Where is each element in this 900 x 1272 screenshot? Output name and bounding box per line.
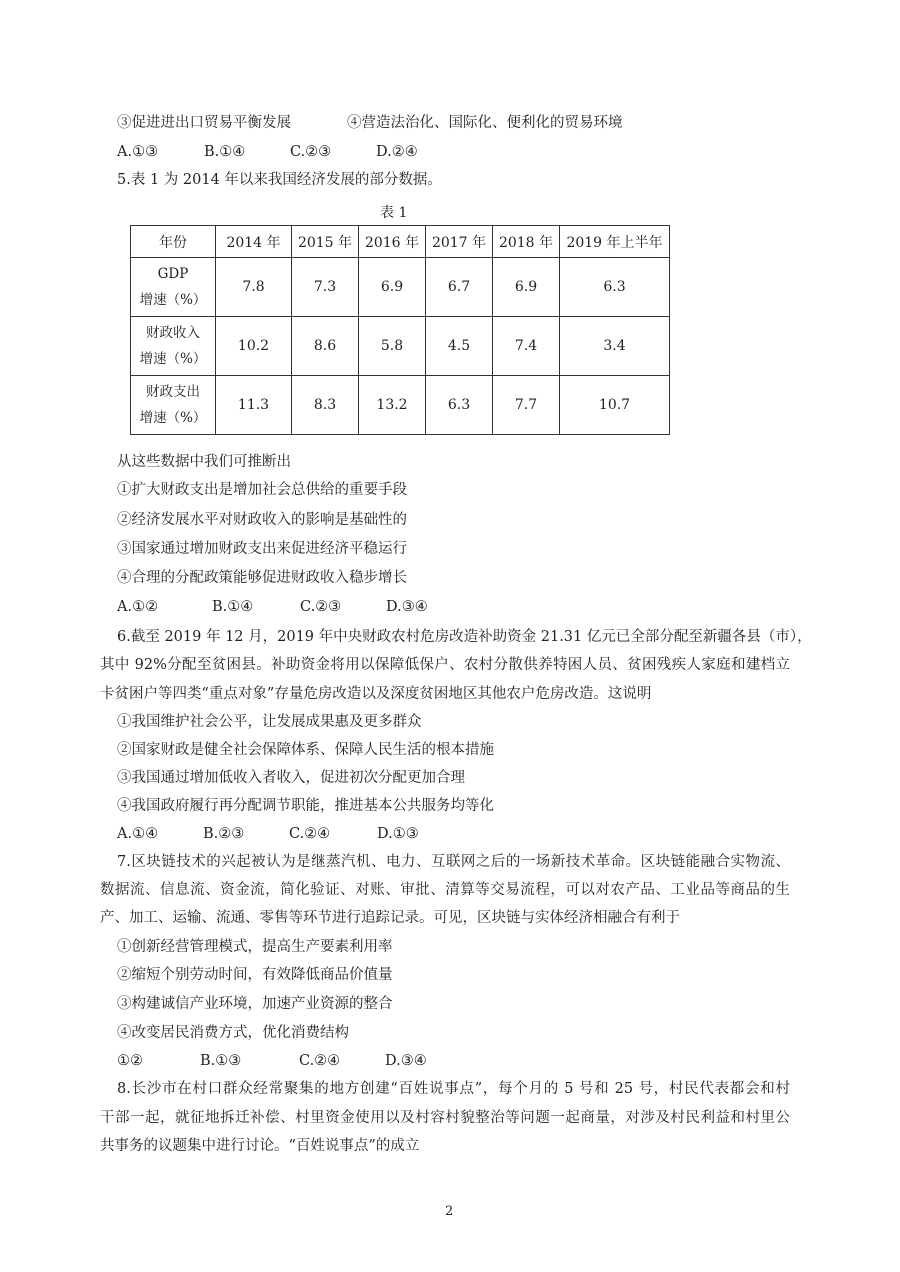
table-row: [131, 376, 670, 435]
table-row: [131, 317, 670, 376]
row-label-line: 财政收入: [146, 325, 200, 341]
header-cell: 2019 年上半年: [560, 226, 670, 258]
option-c: C.②③: [300, 599, 342, 615]
q5-stem: 5.表 1 为 2014 年以来我国经济发展的部分数据。: [117, 172, 442, 188]
cell: 6.7: [426, 258, 493, 317]
cell: 8.3: [292, 376, 359, 435]
header-cell: 2016 年: [359, 226, 426, 258]
option-c: C.②④: [289, 826, 331, 842]
option-c: C.②③: [290, 144, 332, 160]
cell: 3.4: [560, 317, 670, 376]
option-b: B.②③: [203, 826, 245, 842]
q7-line-3: 产、加工、运输、流通、零售等环节进行追踪记录。可见，区块链与实体经济相融合有利于: [100, 910, 680, 926]
row-label-line: 财政支出: [146, 384, 200, 400]
header-cell: 2018 年: [493, 226, 560, 258]
option-b: B.①④: [212, 599, 254, 615]
table-header-row: [131, 226, 670, 258]
q6-item-2: ②国家财政是健全社会保障体系、保障人民生活的根本措施: [117, 742, 494, 758]
cell: 7.7: [493, 376, 560, 435]
row-label-line: 增速（%）: [139, 292, 207, 308]
table-row: [131, 258, 670, 317]
q4-item-3: ③促进进出口贸易平衡发展: [117, 115, 291, 131]
cell: 11.3: [216, 376, 292, 435]
page-number: 2: [445, 1204, 454, 1219]
q6-line-2: 其中 92%分配至贫困县。补助资金将用以保障低保户、农村分散供养特困人员、贫困残疾人家庭和建档立: [100, 657, 790, 673]
q4-options: [117, 142, 418, 162]
option-d: D.③④: [386, 599, 428, 615]
q6-line-1: 6.截至 2019 年 12 月，2019 年中央财政农村危房改造补助资金 21.31 亿元已全部分配至新疆各县（市），: [117, 629, 812, 645]
q7-options: [117, 1051, 427, 1071]
q7-line-1: 7.区块链技术的兴起被认为是继蒸汽机、电力、互联网之后的一场新技术革命。区块链能融合实物流、: [117, 854, 790, 870]
q7-item-3: ③构建诚信产业环境，加速产业资源的整合: [117, 996, 393, 1012]
cell: 7.4: [493, 317, 560, 376]
q7-item-2: ②缩短个别劳动时间，有效降低商品价值量: [117, 967, 393, 983]
header-cell: 2015 年: [292, 226, 359, 258]
q6-item-3: ③我国通过增加低收入者收入，促进初次分配更加合理: [117, 770, 465, 786]
header-cell: 2017 年: [426, 226, 493, 258]
cell: 10.7: [560, 376, 670, 435]
q5-lead: 从这些数据中我们可推断出: [117, 454, 291, 470]
q7-line-2: 数据流、信息流、资金流，简化验证、对账、审批、清算等交易流程，可以对农产品、工业品等商品的生: [100, 882, 790, 898]
option-d: D.②④: [376, 144, 418, 160]
q5-item-4: ④合理的分配政策能够促进财政收入稳步增长: [117, 570, 407, 586]
q8-line-1: 8.长沙市在村口群众经常聚集的地方创建“百姓说事点”，每个月的 5 号和 25 号，村民代表都会和村: [117, 1081, 790, 1097]
row-label: [131, 258, 216, 317]
q5-item-3: ③国家通过增加财政支出来促进经济平稳运行: [117, 541, 407, 557]
cell: 10.2: [216, 317, 292, 376]
cell: 13.2: [359, 376, 426, 435]
q5-item-2: ②经济发展水平对财政收入的影响是基础性的: [117, 512, 407, 528]
option-b: B.①③: [200, 1053, 242, 1069]
q7-item-1: ①创新经营管理模式，提高生产要素利用率: [117, 939, 393, 955]
data-table: [130, 225, 670, 435]
row-label-line: 增速（%）: [139, 351, 207, 367]
q6-item-4: ④我国政府履行再分配调节职能，推进基本公共服务均等化: [117, 798, 494, 814]
option-a: A.①③: [117, 144, 159, 160]
q4-item-4: ④营造法治化、国际化、便利化的贸易环境: [347, 115, 623, 131]
q6-item-1: ①我国维护社会公平，让发展成果惠及更多群众: [117, 714, 422, 730]
q5-options: [117, 597, 428, 617]
row-label-line: GDP: [157, 266, 189, 282]
cell: 7.8: [216, 258, 292, 317]
q8-line-3: 共事务的议题集中进行讨论。“百姓说事点”的成立: [100, 1138, 420, 1154]
option-a: ①②: [117, 1053, 143, 1069]
table-caption: 表 1: [380, 205, 408, 221]
option-a: A.①④: [117, 826, 159, 842]
cell: 5.8: [359, 317, 426, 376]
option-d: D.①③: [377, 826, 419, 842]
row-label: [131, 317, 216, 376]
option-c: C.②④: [299, 1053, 341, 1069]
q5-item-1: ①扩大财政支出是增加社会总供给的重要手段: [117, 482, 407, 498]
q6-options: [117, 824, 419, 844]
cell: 6.9: [359, 258, 426, 317]
row-label: [131, 376, 216, 435]
row-label-line: 增速（%）: [139, 410, 207, 426]
cell: 6.9: [493, 258, 560, 317]
q7-item-4: ④改变居民消费方式，优化消费结构: [117, 1025, 349, 1041]
cell: 6.3: [426, 376, 493, 435]
option-b: B.①④: [204, 144, 246, 160]
header-cell: 年份: [131, 226, 216, 258]
cell: 6.3: [560, 258, 670, 317]
cell: 4.5: [426, 317, 493, 376]
q6-line-3: 卡贫困户等四类“重点对象”存量危房改造以及深度贫困地区其他农户危房改造。这说明: [100, 686, 652, 702]
cell: 7.3: [292, 258, 359, 317]
option-a: A.①②: [117, 599, 159, 615]
q8-line-2: 干部一起，就征地拆迁补偿、村里资金使用以及村容村貌整治等问题一起商量，对涉及村民利益和村里公: [100, 1110, 790, 1126]
cell: 8.6: [292, 317, 359, 376]
option-d: D.③④: [385, 1053, 427, 1069]
header-cell: 2014 年: [216, 226, 292, 258]
